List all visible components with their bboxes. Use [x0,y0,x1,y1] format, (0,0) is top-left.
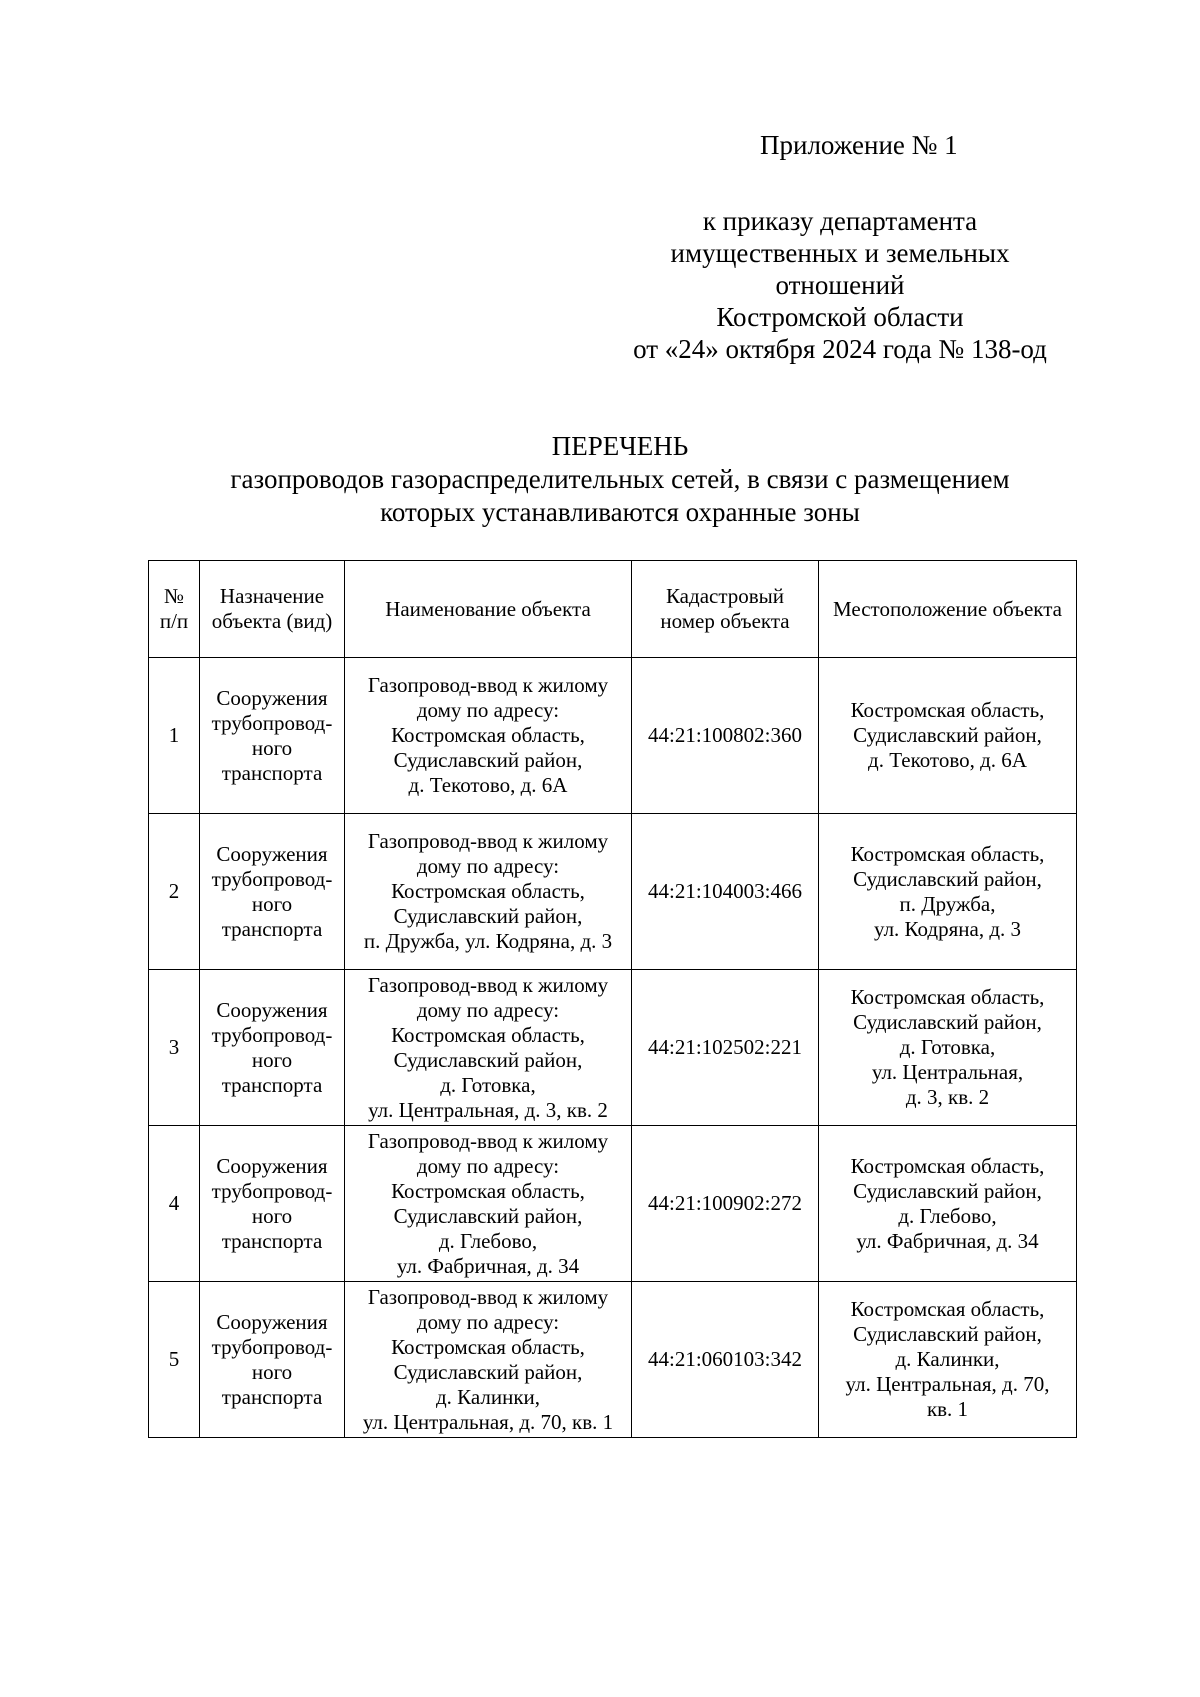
document-title [0,430,1200,529]
cell-cadastral-number: 44:21:102502:221 [632,970,819,1126]
text-line: Судиславский район, [853,723,1042,747]
text-line: Костромская область, [391,1178,585,1203]
cell-purpose [200,970,345,1126]
cell-location [819,1126,1077,1282]
header-location [819,561,1077,658]
text-line: номер объекта [660,609,790,633]
table-header-row [149,561,1077,658]
text-line: Судиславский район, [853,1322,1042,1346]
text-line: транспорта [221,1384,323,1409]
table-row [149,970,1077,1126]
cell-num: 4 [149,1126,200,1282]
text-line: Газопровод-ввод к жилому [367,1284,609,1309]
text-line: Костромская область, [391,879,585,903]
order-reference-line: отношений [775,270,905,300]
text-line: Наименование объекта [385,596,591,621]
text-line: ул. Центральная, [871,1060,1024,1084]
text-line: транспорта [221,1228,323,1253]
text-line: Сооружения [216,997,328,1022]
text-line: Костромская область, [391,723,585,747]
text-line: д. Текотово, д. 6А [408,773,568,797]
table-row [149,814,1077,970]
text-line: ул. Центральная, д. 70, кв. 1 [362,1409,614,1434]
document-subtitle-line: газопроводов газораспределительных сетей, в связи с размещением [230,464,1010,494]
cell-cadastral-number: 44:21:104003:466 [632,814,819,970]
text-line: ул. Центральная, д. 70, [845,1372,1050,1396]
text-line: п. Дружба, [899,891,996,916]
cell-object-name [345,658,632,814]
text-line: ного [251,1203,293,1228]
text-line: д. 3, кв. 2 [905,1085,990,1109]
cell-cadastral-number: 44:21:100902:272 [632,1126,819,1282]
text-line: дому по адресу: [416,1153,560,1178]
cell-purpose [200,658,345,814]
text-line: Судиславский район, [393,904,583,928]
text-line: д. Готовка, [899,1035,996,1059]
cell-location [819,970,1077,1126]
header-num [149,561,200,658]
table-row [149,1126,1077,1282]
cell-num: 5 [149,1282,200,1438]
text-line: транспорта [221,760,323,785]
gas-pipelines-table [148,560,1077,1438]
text-line: кв. 1 [926,1397,969,1421]
text-line: Судиславский район, [393,748,583,772]
text-line: д. Глебово, [898,1203,997,1228]
text-line: ул. Фабричная, д. 34 [396,1253,580,1278]
text-line: Судиславский район, [853,1178,1042,1203]
text-line: ного [251,1047,293,1072]
text-line: Костромская область, [391,1022,585,1047]
document-subtitle-line: которых устанавливаются охранные зоны [380,497,860,527]
cell-purpose [200,1282,345,1438]
cell-object-name [345,1282,632,1438]
text-line: д. Готовка, [440,1072,536,1097]
text-line: Кадастровый [665,584,785,608]
text-line: объекта (вид) [211,609,333,633]
table-body [149,658,1077,1438]
text-line: дому по адресу: [416,997,560,1022]
text-line: трубопровод- [211,1022,333,1047]
order-reference-line: к приказу департамента [702,206,978,236]
text-line: п. Дружба, ул. Кодряна, д. 3 [363,929,613,953]
text-line: трубопровод- [211,710,333,735]
text-line: Костромская область, [850,1297,1045,1321]
text-line: д. Калинки, [895,1347,1000,1371]
text-line: Костромская область, [391,1334,585,1359]
text-line: д. Калинки, [435,1384,541,1409]
text-line: Сооружения [216,685,328,710]
text-line: Судиславский район, [393,1203,583,1228]
text-line: ного [251,891,293,916]
cell-cadastral-number: 44:21:100802:360 [632,658,819,814]
text-line: транспорта [221,916,323,941]
text-line: Газопровод-ввод к жилому [367,972,609,997]
text-line: п/п [159,609,189,633]
table-row [149,1282,1077,1438]
cell-location [819,1282,1077,1438]
cell-num: 2 [149,814,200,970]
header-purpose [200,561,345,658]
text-line: № [163,584,185,608]
text-line: Судиславский район, [853,1010,1042,1034]
text-line: ул. Центральная, д. 3, кв. 2 [368,1097,608,1122]
cell-object-name [345,970,632,1126]
text-line: Сооружения [216,1309,328,1334]
order-reference-line: имущественных и земельных [670,238,1010,268]
appendix-title: Приложение № 1 [760,130,958,160]
text-line: Костромская область, [850,985,1045,1009]
cell-object-name [345,814,632,970]
document-heading: ПЕРЕЧЕНЬ [551,431,689,461]
text-line: дому по адресу: [416,854,560,878]
cell-num: 1 [149,658,200,814]
text-line: ного [251,1359,293,1384]
cell-purpose [200,814,345,970]
header-cadastral [632,561,819,658]
text-line: Судиславский район, [393,1047,583,1072]
table-row [149,658,1077,814]
order-reference-line: от «24» октября 2024 года № 138-од [633,334,1047,364]
text-line: трубопровод- [211,1178,333,1203]
cell-location [819,658,1077,814]
text-line: дому по адресу: [416,698,560,722]
text-line: ного [251,735,293,760]
cell-purpose [200,1126,345,1282]
text-line: ул. Фабричная, д. 34 [856,1228,1039,1253]
text-line: трубопровод- [211,1334,333,1359]
text-line: Судиславский район, [853,866,1042,891]
text-line: Костромская область, [850,1153,1045,1178]
text-line: Газопровод-ввод к жилому [367,829,609,853]
text-line: Газопровод-ввод к жилому [367,673,609,697]
text-line: дому по адресу: [416,1309,560,1334]
text-line: транспорта [221,1072,323,1097]
text-line: Газопровод-ввод к жилому [367,1128,609,1153]
text-line: Назначение [219,584,325,608]
text-line: Судиславский район, [393,1359,583,1384]
order-reference [600,205,1080,365]
cell-cadastral-number: 44:21:060103:342 [632,1282,819,1438]
cell-num: 3 [149,970,200,1126]
text-line: д. Глебово, [438,1228,538,1253]
text-line: Сооружения [216,841,328,866]
text-line: Сооружения [216,1153,328,1178]
order-reference-line: Костромской области [716,302,964,332]
text-line: д. Текотово, д. 6А [868,748,1027,772]
text-line: Костромская область, [850,698,1045,722]
text-line: Костромская область, [850,841,1045,866]
text-line: ул. Кодряна, д. 3 [874,916,1021,941]
cell-object-name [345,1126,632,1282]
header-name [345,561,632,658]
text-line: трубопровод- [211,866,333,891]
cell-location [819,814,1077,970]
text-line: Местоположение объекта [832,596,1062,621]
